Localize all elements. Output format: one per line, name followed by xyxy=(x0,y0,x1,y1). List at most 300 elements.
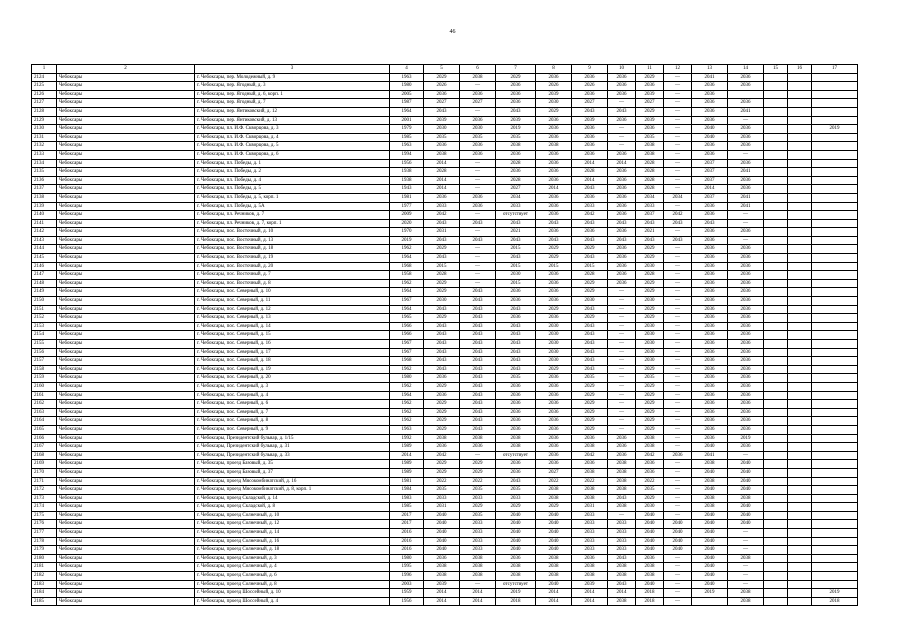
table-cell-col-1: 2165 xyxy=(32,425,57,434)
table-cell-col-7: 2036 xyxy=(496,382,536,391)
table-cell-col-2: Чебоксары xyxy=(57,443,195,452)
table-cell-col-2: Чебоксары xyxy=(57,245,195,254)
table-row xyxy=(32,142,858,151)
table-cell-col-8: 2040 xyxy=(536,529,572,538)
table-cell-col-10: 2033 xyxy=(608,537,636,546)
table-cell-col-11: 2038 xyxy=(636,572,664,581)
table-cell-col-15 xyxy=(764,90,788,99)
table-cell-col-3: г. Чебоксары, пос. Восточный, д. 18 xyxy=(195,245,390,254)
table-cell-col-17 xyxy=(812,537,858,546)
table-cell-col-9: 2043 xyxy=(572,365,608,374)
table-cell-col-9: 2038 xyxy=(572,468,608,477)
table-cell-col-3: г. Чебоксары, пос. Восточный, д. 13 xyxy=(195,236,390,245)
table-cell-col-13: 2036 xyxy=(692,82,728,91)
table-cell-col-6: — xyxy=(460,176,496,185)
table-cell-col-10: — xyxy=(608,331,636,340)
table-cell-col-4: 1962 xyxy=(390,382,424,391)
table-cell-col-8: 2036 xyxy=(536,443,572,452)
table-cell-col-3: г. Чебоксары, пос. Северный, д. 18 xyxy=(195,357,390,366)
table-cell-col-11: 2037 xyxy=(636,211,664,220)
table-cell-col-9: 2036 xyxy=(572,554,608,563)
column-number-8: 8 xyxy=(536,65,572,74)
table-cell-col-3: г. Чебоксары, пос. Северный, д. 17 xyxy=(195,348,390,357)
table-cell-col-5: 2029 xyxy=(424,279,460,288)
table-cell-col-14: 2036 xyxy=(728,159,764,168)
table-cell-col-17 xyxy=(812,563,858,572)
table-cell-col-5: 2014 xyxy=(424,159,460,168)
table-cell-col-10: — xyxy=(608,340,636,349)
table-cell-col-10: 2036 xyxy=(608,73,636,82)
table-cell-col-11: 2022 xyxy=(636,477,664,486)
table-cell-col-5: 2043 xyxy=(424,305,460,314)
housing-register-table xyxy=(31,64,858,606)
table-cell-col-7: 2040 xyxy=(496,537,536,546)
table-cell-col-7: 2043 xyxy=(496,236,536,245)
table-cell-col-13: 2040 xyxy=(692,520,728,529)
table-cell-col-4: 2009 xyxy=(390,211,424,220)
table-cell-col-4: 1956 xyxy=(390,597,424,606)
table-cell-col-2: Чебоксары xyxy=(57,529,195,538)
table-cell-col-5: 2036 xyxy=(424,374,460,383)
table-cell-col-14: 2036 xyxy=(728,443,764,452)
table-cell-col-16 xyxy=(788,546,812,555)
table-cell-col-15 xyxy=(764,331,788,340)
table-cell-col-1: 2175 xyxy=(32,511,57,520)
table-cell-col-1: 2156 xyxy=(32,348,57,357)
table-cell-col-14: 2041 xyxy=(728,193,764,202)
table-cell-col-5: 2014 xyxy=(424,589,460,598)
table-cell-col-7: 2028 xyxy=(496,159,536,168)
table-cell-col-2: Чебоксары xyxy=(57,451,195,460)
table-cell-col-2: Чебоксары xyxy=(57,382,195,391)
table-cell-col-12: — xyxy=(664,245,692,254)
table-cell-col-13: 2037 xyxy=(692,168,728,177)
table-cell-col-8: 2022 xyxy=(536,477,572,486)
table-row xyxy=(32,254,858,263)
table-cell-col-3: г. Чебоксары, пос. Восточный, д. 20 xyxy=(195,262,390,271)
table-cell-col-15 xyxy=(764,107,788,116)
table-cell-col-4: 1994 xyxy=(390,150,424,159)
table-cell-col-13: 2036 xyxy=(692,99,728,108)
table-cell-col-6: 2043 xyxy=(460,400,496,409)
table-cell-col-9: 2014 xyxy=(572,589,608,598)
table-cell-col-11: 2030 xyxy=(636,262,664,271)
table-cell-col-8: 2014 xyxy=(536,185,572,194)
table-cell-col-5: 2040 xyxy=(424,511,460,520)
table-cell-col-10: — xyxy=(608,348,636,357)
table-cell-col-8: 2038 xyxy=(536,142,572,151)
table-cell-col-16 xyxy=(788,340,812,349)
table-cell-col-12: 2034 xyxy=(664,193,692,202)
table-cell-col-11: 2038 xyxy=(636,150,664,159)
table-cell-col-6: 2043 xyxy=(460,357,496,366)
table-cell-col-13: 2037 xyxy=(692,193,728,202)
table-cell-col-12: 2040 xyxy=(664,537,692,546)
table-cell-col-17 xyxy=(812,245,858,254)
table-cell-col-5: 2014 xyxy=(424,597,460,606)
table-cell-col-17 xyxy=(812,365,858,374)
table-cell-col-4: 1966 xyxy=(390,322,424,331)
table-cell-col-4: 1964 xyxy=(390,288,424,297)
table-cell-col-4: 1985 xyxy=(390,133,424,142)
table-cell-col-12: — xyxy=(664,185,692,194)
table-cell-col-10: 2038 xyxy=(608,477,636,486)
table-cell-col-7: 2043 xyxy=(496,340,536,349)
table-cell-col-14: 2036 xyxy=(728,357,764,366)
table-cell-col-6: 2030 xyxy=(460,125,496,134)
table-cell-col-3: г. Чебоксары, пос. Северный, д. 6 xyxy=(195,400,390,409)
table-cell-col-3: г. Чебоксары, пл. Речников, д. 7, корп. 1 xyxy=(195,219,390,228)
table-cell-col-15 xyxy=(764,133,788,142)
table-cell-col-4: 1981 xyxy=(390,477,424,486)
table-cell-col-13: 2036 xyxy=(692,382,728,391)
table-cell-col-12: — xyxy=(664,597,692,606)
table-cell-col-15 xyxy=(764,245,788,254)
table-cell-col-16 xyxy=(788,443,812,452)
table-cell-col-13: 2036 xyxy=(692,236,728,245)
table-cell-col-6: 2043 xyxy=(460,219,496,228)
table-cell-col-16 xyxy=(788,382,812,391)
table-cell-col-1: 2129 xyxy=(32,116,57,125)
table-cell-col-10: 2036 xyxy=(608,443,636,452)
table-cell-col-17 xyxy=(812,348,858,357)
table-cell-col-12: — xyxy=(664,572,692,581)
table-cell-col-11: 2036 xyxy=(636,460,664,469)
table-cell-col-12: — xyxy=(664,82,692,91)
table-cell-col-11: 2029 xyxy=(636,245,664,254)
table-cell-col-1: 2144 xyxy=(32,245,57,254)
table-cell-col-8: 2043 xyxy=(536,219,572,228)
table-cell-col-13: 2036 xyxy=(692,142,728,151)
table-cell-col-12: 2042 xyxy=(664,211,692,220)
table-cell-col-9: 2031 xyxy=(572,503,608,512)
column-number-16: 16 xyxy=(788,65,812,74)
table-cell-col-13: 2019 xyxy=(692,589,728,598)
table-cell-col-12: — xyxy=(664,150,692,159)
table-cell-col-17 xyxy=(812,511,858,520)
table-cell-col-9: 2033 xyxy=(572,537,608,546)
table-cell-col-9: 2038 xyxy=(572,486,608,495)
table-cell-col-6: — xyxy=(460,159,496,168)
table-cell-col-14: 2036 xyxy=(728,314,764,323)
table-cell-col-9: 2028 xyxy=(572,271,608,280)
table-row xyxy=(32,563,858,572)
table-cell-col-10: 2036 xyxy=(608,82,636,91)
table-cell-col-2: Чебоксары xyxy=(57,357,195,366)
table-cell-col-9: 2043 xyxy=(572,305,608,314)
table-cell-col-6: 2043 xyxy=(460,408,496,417)
table-cell-col-12: — xyxy=(664,73,692,82)
table-cell-col-5: 2036 xyxy=(424,193,460,202)
table-cell-col-15 xyxy=(764,597,788,606)
table-cell-col-4: 1996 xyxy=(390,572,424,581)
table-cell-col-5: 2043 xyxy=(424,357,460,366)
table-cell-col-13: 2036 xyxy=(692,305,728,314)
table-cell-col-12: — xyxy=(664,322,692,331)
table-cell-col-1: 2185 xyxy=(32,597,57,606)
table-cell-col-3: г. Чебоксары, пер. Янтиковский, д. 13 xyxy=(195,116,390,125)
table-row xyxy=(32,529,858,538)
table-cell-col-3: г. Чебоксары, пл. Победы, д. 5 xyxy=(195,185,390,194)
table-cell-col-7: 2043 xyxy=(496,254,536,263)
table-cell-col-9: 2038 xyxy=(572,494,608,503)
table-cell-col-5: 2029 xyxy=(424,408,460,417)
table-cell-col-17 xyxy=(812,219,858,228)
table-row xyxy=(32,288,858,297)
column-number-3: 3 xyxy=(195,65,390,74)
table-cell-col-6: 2036 xyxy=(460,193,496,202)
table-cell-col-4: 1980 xyxy=(390,554,424,563)
table-cell-col-14: 2041 xyxy=(728,202,764,211)
table-cell-col-4: 2016 xyxy=(390,529,424,538)
table-cell-col-13: 2040 xyxy=(692,133,728,142)
table-cell-col-6: — xyxy=(460,451,496,460)
table-row xyxy=(32,279,858,288)
table-cell-col-7: 2034 xyxy=(496,193,536,202)
table-cell-col-6: — xyxy=(460,168,496,177)
table-cell-col-14: — xyxy=(728,219,764,228)
table-cell-col-16 xyxy=(788,494,812,503)
table-cell-col-17 xyxy=(812,451,858,460)
table-cell-col-1: 2162 xyxy=(32,400,57,409)
table-cell-col-6: — xyxy=(460,254,496,263)
column-number-15: 15 xyxy=(764,65,788,74)
table-cell-col-12: — xyxy=(664,305,692,314)
table-cell-col-17 xyxy=(812,425,858,434)
table-cell-col-5: 2042 xyxy=(424,451,460,460)
column-number-14: 14 xyxy=(728,65,764,74)
table-cell-col-11: 2029 xyxy=(636,417,664,426)
table-cell-col-10: — xyxy=(608,297,636,306)
table-cell-col-2: Чебоксары xyxy=(57,589,195,598)
table-cell-col-1: 2173 xyxy=(32,494,57,503)
table-row xyxy=(32,202,858,211)
column-number-row xyxy=(32,65,858,74)
table-cell-col-13: 2036 xyxy=(692,107,728,116)
table-cell-col-10: 2036 xyxy=(608,254,636,263)
table-cell-col-1: 2160 xyxy=(32,382,57,391)
table-cell-col-7: 2043 xyxy=(496,477,536,486)
table-cell-col-9: 2043 xyxy=(572,322,608,331)
table-cell-col-10: 2036 xyxy=(608,90,636,99)
table-cell-col-15 xyxy=(764,451,788,460)
table-cell-col-14: 2036 xyxy=(728,185,764,194)
table-cell-col-9: 2029 xyxy=(572,279,608,288)
table-cell-col-17 xyxy=(812,546,858,555)
table-cell-col-16 xyxy=(788,142,812,151)
table-cell-col-17 xyxy=(812,572,858,581)
table-row xyxy=(32,185,858,194)
table-cell-col-1: 2128 xyxy=(32,107,57,116)
table-cell-col-7: 2019 xyxy=(496,125,536,134)
table-cell-col-17: 2019 xyxy=(812,589,858,598)
table-cell-col-8: 2014 xyxy=(536,589,572,598)
table-cell-col-4: 1958 xyxy=(390,271,424,280)
table-cell-col-3: г. Чебоксары, проезд Солнечный, д. 3 xyxy=(195,554,390,563)
table-cell-col-11: 2029 xyxy=(636,494,664,503)
column-number-4: 4 xyxy=(390,65,424,74)
table-cell-col-7: 2029 xyxy=(496,73,536,82)
table-cell-col-10: — xyxy=(608,391,636,400)
table-cell-col-3: г. Чебоксары, проезд Солнечный, д. 8 xyxy=(195,580,390,589)
table-row xyxy=(32,494,858,503)
table-cell-col-14: 2038 xyxy=(728,494,764,503)
table-cell-col-11: 2029 xyxy=(636,279,664,288)
table-cell-col-6: 2029 xyxy=(460,460,496,469)
table-cell-col-14: 2040 xyxy=(728,503,764,512)
table-cell-col-15 xyxy=(764,554,788,563)
table-cell-col-17 xyxy=(812,133,858,142)
table-cell-col-9: 2036 xyxy=(572,460,608,469)
table-cell-col-14: 2040 xyxy=(728,460,764,469)
table-cell-col-5: 2028 xyxy=(424,168,460,177)
table-cell-col-4: 1970 xyxy=(390,228,424,237)
table-row xyxy=(32,425,858,434)
table-cell-col-4: 2020 xyxy=(390,219,424,228)
column-number-12: 12 xyxy=(664,65,692,74)
table-cell-col-3: г. Чебоксары, пос. Северный, д. 19 xyxy=(195,365,390,374)
table-cell-col-14: — xyxy=(728,451,764,460)
table-cell-col-1: 2127 xyxy=(32,99,57,108)
table-cell-col-10: 2043 xyxy=(608,494,636,503)
table-cell-col-2: Чебоксары xyxy=(57,262,195,271)
table-cell-col-13: 2040 xyxy=(692,580,728,589)
table-cell-col-16 xyxy=(788,451,812,460)
table-cell-col-15 xyxy=(764,82,788,91)
table-cell-col-1: 2146 xyxy=(32,262,57,271)
table-cell-col-6: 2022 xyxy=(460,477,496,486)
table-cell-col-5: 2039 xyxy=(424,580,460,589)
table-cell-col-8: 2036 xyxy=(536,417,572,426)
table-cell-col-8: 2014 xyxy=(536,597,572,606)
table-cell-col-5: 2038 xyxy=(424,563,460,572)
table-cell-col-12: — xyxy=(664,357,692,366)
table-cell-col-6: — xyxy=(460,245,496,254)
table-cell-col-6: 2036 xyxy=(460,142,496,151)
table-cell-col-5: 2040 xyxy=(424,537,460,546)
table-cell-col-16 xyxy=(788,460,812,469)
table-row xyxy=(32,150,858,159)
table-cell-col-15 xyxy=(764,314,788,323)
table-cell-col-17 xyxy=(812,176,858,185)
table-row xyxy=(32,236,858,245)
table-row xyxy=(32,245,858,254)
table-row xyxy=(32,365,858,374)
table-cell-col-2: Чебоксары xyxy=(57,494,195,503)
table-cell-col-4: 1965 xyxy=(390,314,424,323)
table-cell-col-12: — xyxy=(664,494,692,503)
table-cell-col-1: 2143 xyxy=(32,236,57,245)
table-cell-col-5: 2043 xyxy=(424,331,460,340)
table-cell-col-9: 2038 xyxy=(572,572,608,581)
table-cell-col-4: 1938 xyxy=(390,168,424,177)
table-cell-col-15 xyxy=(764,168,788,177)
table-cell-col-11: 2035 xyxy=(636,374,664,383)
table-cell-col-6: 2027 xyxy=(460,99,496,108)
table-cell-col-9: 2029 xyxy=(572,288,608,297)
table-cell-col-5: 2043 xyxy=(424,254,460,263)
table-cell-col-6: 2033 xyxy=(460,520,496,529)
table-cell-col-14: — xyxy=(728,580,764,589)
table-cell-col-16 xyxy=(788,236,812,245)
table-cell-col-3: г. Чебоксары, пл. И.Ф. Скворцова, д. 6 xyxy=(195,150,390,159)
table-cell-col-16 xyxy=(788,357,812,366)
table-cell-col-5: 2043 xyxy=(424,236,460,245)
table-row xyxy=(32,486,858,495)
table-cell-col-9: 2043 xyxy=(572,185,608,194)
table-cell-col-15 xyxy=(764,408,788,417)
table-cell-col-15 xyxy=(764,288,788,297)
table-cell-col-15 xyxy=(764,434,788,443)
table-cell-col-13: 2040 xyxy=(692,554,728,563)
table-cell-col-1: 2157 xyxy=(32,357,57,366)
table-cell-col-14: 2040 xyxy=(728,511,764,520)
table-cell-col-11: 2028 xyxy=(636,271,664,280)
table-cell-col-12: — xyxy=(664,468,692,477)
table-cell-col-10: 2043 xyxy=(608,580,636,589)
table-row xyxy=(32,597,858,606)
table-cell-col-13: 2041 xyxy=(692,73,728,82)
table-cell-col-2: Чебоксары xyxy=(57,400,195,409)
table-cell-col-6: 2043 xyxy=(460,236,496,245)
table-cell-col-6: 2038 xyxy=(460,554,496,563)
table-cell-col-13: 2036 xyxy=(692,211,728,220)
table-cell-col-14: — xyxy=(728,529,764,538)
table-cell-col-5: 2027 xyxy=(424,99,460,108)
table-cell-col-2: Чебоксары xyxy=(57,90,195,99)
table-cell-col-15 xyxy=(764,563,788,572)
table-cell-col-12: — xyxy=(664,486,692,495)
table-cell-col-11: 2029 xyxy=(636,408,664,417)
table-cell-col-9: 2033 xyxy=(572,520,608,529)
table-cell-col-4: 1964 xyxy=(390,254,424,263)
table-cell-col-7: 2029 xyxy=(496,503,536,512)
table-cell-col-7: 2036 xyxy=(496,150,536,159)
table-cell-col-5: 2029 xyxy=(424,460,460,469)
table-cell-col-7: 2018 xyxy=(496,597,536,606)
table-cell-col-10: 2038 xyxy=(608,572,636,581)
table-cell-col-7: 2043 xyxy=(496,305,536,314)
table-cell-col-1: 2161 xyxy=(32,391,57,400)
table-cell-col-4: 1962 xyxy=(390,417,424,426)
table-cell-col-12: — xyxy=(664,477,692,486)
table-cell-col-9: 2029 xyxy=(572,408,608,417)
table-cell-col-1: 2125 xyxy=(32,82,57,91)
table-cell-col-1: 2152 xyxy=(32,314,57,323)
table-cell-col-10: 2036 xyxy=(608,211,636,220)
table-cell-col-5: 2029 xyxy=(424,314,460,323)
table-cell-col-2: Чебоксары xyxy=(57,417,195,426)
table-cell-col-16 xyxy=(788,417,812,426)
table-cell-col-6: 2043 xyxy=(460,331,496,340)
table-cell-col-2: Чебоксары xyxy=(57,228,195,237)
table-cell-col-8: 2036 xyxy=(536,451,572,460)
table-cell-col-16 xyxy=(788,391,812,400)
table-cell-col-8: 2036 xyxy=(536,202,572,211)
table-cell-col-7: 2043 xyxy=(496,322,536,331)
table-cell-col-17 xyxy=(812,202,858,211)
table-row xyxy=(32,314,858,323)
table-cell-col-10: 2014 xyxy=(608,589,636,598)
table-cell-col-1: 2136 xyxy=(32,176,57,185)
table-cell-col-8: 2036 xyxy=(536,116,572,125)
table-cell-col-6: 2043 xyxy=(460,391,496,400)
table-cell-col-12: 2040 xyxy=(664,520,692,529)
table-cell-col-1: 2167 xyxy=(32,443,57,452)
table-cell-col-8: 2036 xyxy=(536,460,572,469)
table-cell-col-11: 2030 xyxy=(636,503,664,512)
table-cell-col-1: 2149 xyxy=(32,288,57,297)
